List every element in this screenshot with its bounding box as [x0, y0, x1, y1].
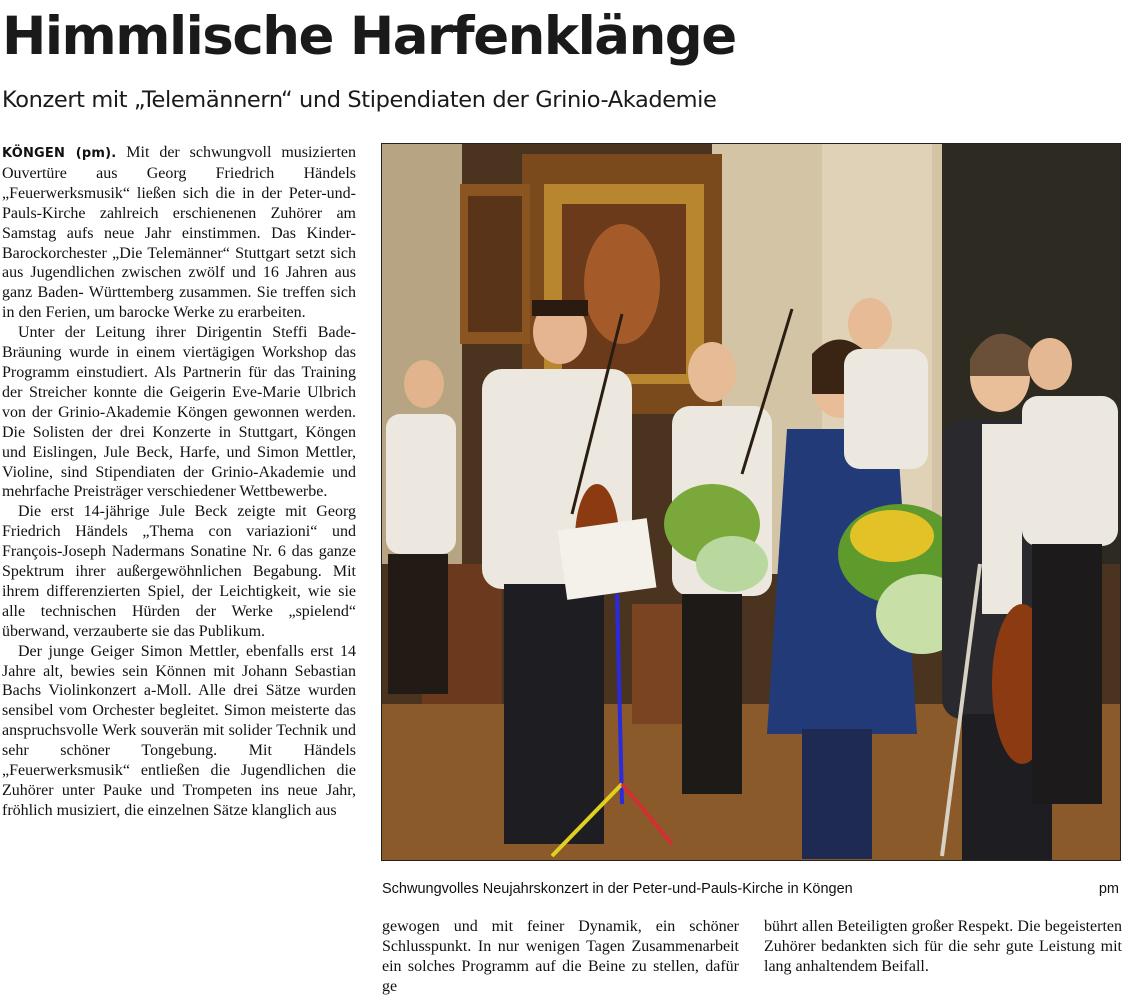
- white-shirt: [1022, 396, 1118, 546]
- headline: Himmlische Harfenklänge: [2, 6, 736, 67]
- blue-leggings: [802, 729, 872, 859]
- photo-caption: [382, 878, 1121, 900]
- chair: [632, 604, 682, 724]
- dark-trousers: [504, 584, 604, 844]
- hair: [532, 300, 588, 316]
- white-shirt: [386, 414, 456, 554]
- side-painting-inner: [468, 196, 522, 332]
- article-paragraph: Der junge Geiger Simon Mettler, ebenfalls erst 14 Jahre alt, bewies sein Können mit Johann Sebastian Bachs Violinkonzert a-Moll. Alle drei Sätze wurden sensibel vom Orchester begleitet. Simon meisterte das anspruchsvolle Werk souverän mit solider Technik und sehr schöner Tongebung. Mit Händels „Feuerwerksmusik“ entließen die Jugendlichen die Zuhörer unter Pauke und Trompeten ins neue Jahr, fröhlich musiziert, die einzelnen Sätze klanglich aus: [2, 642, 356, 819]
- article-column-left: [2, 143, 356, 821]
- photo-credit: pm: [1098, 881, 1119, 897]
- yellow-flowers: [850, 510, 934, 562]
- article-paragraph: bührt allen Beteiligten großer Respekt. Die begeisterten Zuhörer bedankten sich für die sehr gute Leistung mit lang anhaltendem Beifall.: [764, 918, 1122, 975]
- person-face: [688, 342, 736, 402]
- caption-text: Schwungvolles Neujahrskonzert in der Peter-und-Pauls-Kirche in Köngen: [382, 881, 853, 897]
- white-shirt: [982, 424, 1022, 614]
- dateline: KÖNGEN (pm).: [2, 146, 117, 161]
- article-column-middle: [382, 917, 739, 997]
- subheadline: Konzert mit „Telemännern“ und Stipendiaten der Grinio-Akademie: [2, 87, 717, 113]
- dark-trousers: [682, 594, 742, 794]
- person-face: [404, 360, 444, 408]
- person-face: [848, 298, 892, 350]
- concert-photo: [381, 143, 1121, 861]
- concert-photo-illustration: [382, 144, 1120, 860]
- paragraph-text: Mit der schwungvoll musizierten Ouvertüre aus Georg Friedrich Händels „Feuerwerksmusik“ ließen sich die in der Peter-und-Pauls-Kirche zahlreich erschienenen Zuhörer am Samstag aufs neue Jahr einstimmen. Das Kinder-Barockorchester „Die Telemänner“ Stuttgart setzt sich aus Jugendlichen zwischen zwölf und 16 Jahren aus ganz Baden- Württemberg zusammen. Sie treffen sich in den Ferien, um barocke Werke zu erarbeiten.: [2, 144, 356, 322]
- dark-skirt: [388, 554, 448, 694]
- bouquet-wrap: [696, 536, 768, 592]
- article-column-right: [764, 917, 1122, 977]
- article-paragraph: [2, 143, 356, 323]
- article-paragraph: Die erst 14-jährige Jule Beck zeigte mit Georg Friedrich Händels „Thema con variazioni“ und François-Joseph Nadermans Sonatine Nr. 6 das ganze Spektrum ihrer außergewöhnlichen Begabung. Mit ihrem differenzierten Spiel, der Leichtigkeit, wie sie alle technischen Hürden der Werke „spielend“ überwand, verzauberte sie das Publikum.: [2, 503, 356, 640]
- altar-figure: [584, 224, 660, 344]
- white-shirt: [844, 349, 928, 469]
- music-sheet: [558, 518, 657, 600]
- dark-trousers: [1032, 544, 1102, 804]
- person-face: [1028, 338, 1072, 390]
- article-paragraph: gewogen und mit feiner Dynamik, ein schöner Schlusspunkt. In nur wenigen Tagen Zusammenarbeit ein solches Programm auf die Beine zu stellen, dafür ge: [382, 918, 739, 995]
- article-paragraph: Unter der Leitung ihrer Dirigentin Steffi Bade-Bräuning wurde in einem viertägigen Workshop das Programm einstudiert. Als Partnerin für das Training der Streicher konnte die Geigerin Eve-Marie Ulbrich von der Grinio-Akademie Köngen gewonnen werden. Die Solisten der drei Konzerte in Stuttgart, Köngen und Eislingen, Jule Beck, Harfe, und Simon Mettler, Violine, sind Stipendiaten der Grinio-Akademie und mehrfache Preisträger verschiedener Wettbewerbe.: [2, 324, 356, 501]
